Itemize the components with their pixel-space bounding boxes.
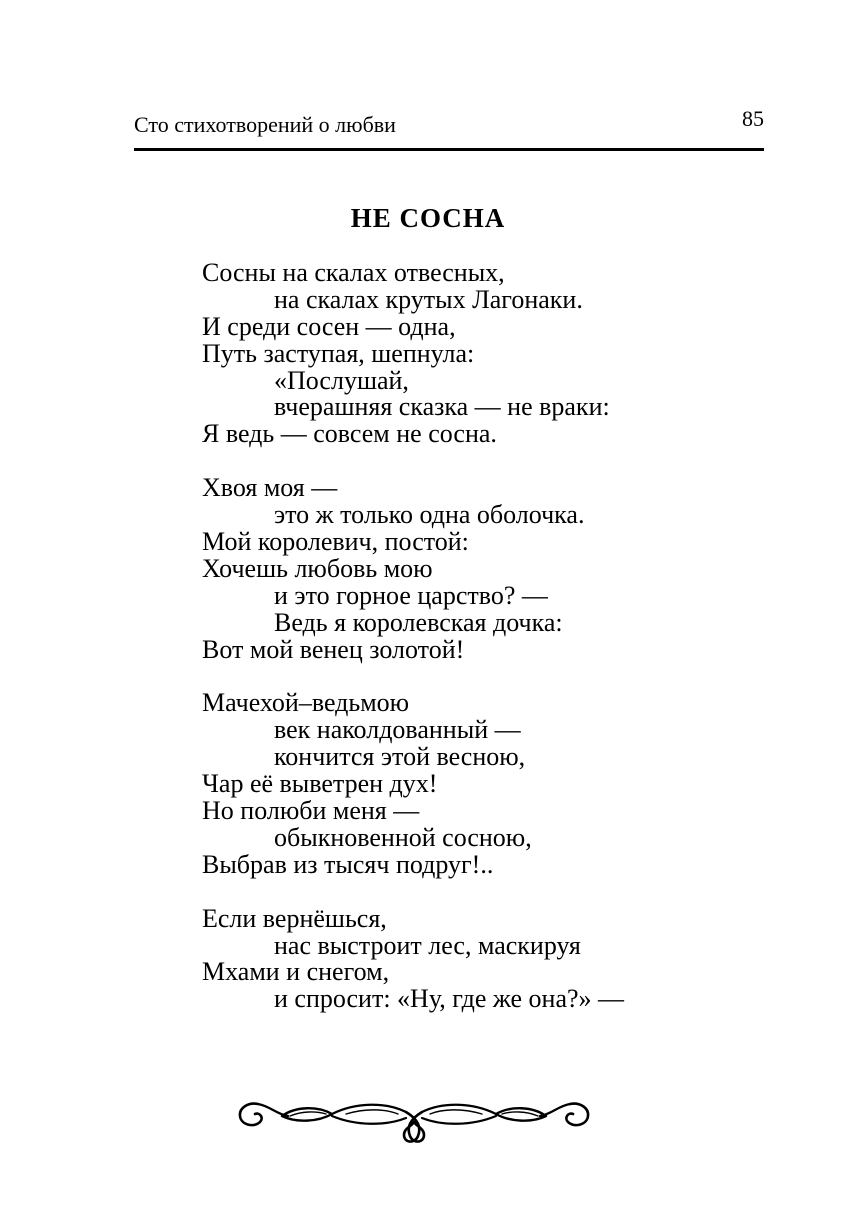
- poem-line: Хвоя моя —: [202, 473, 338, 503]
- poem-line: Мачехой–ведьмою: [202, 688, 410, 718]
- stanza: [202, 475, 802, 663]
- poem-line: Но полюби меня —: [202, 796, 420, 826]
- poem-line: это ж только одна оболочка.: [274, 500, 585, 530]
- running-head: [134, 104, 764, 151]
- stanza: [202, 903, 802, 1014]
- poem-line: Выбрав из тысяч подруг!..: [202, 849, 494, 879]
- poem-line: Вот мой венец золотой!: [202, 634, 465, 664]
- poem-line: Если вернёшься,: [202, 903, 387, 933]
- page-number: 85: [742, 106, 764, 131]
- poem-line: на скалах крутых Лагонаки.: [274, 284, 583, 314]
- poem-line: Ведь я королевская дочка:: [274, 607, 563, 637]
- flourish-divider-icon: [236, 1092, 592, 1154]
- book-title: Сто стихотворений о любви: [134, 112, 396, 137]
- poem-line: Путь заступая, шепнула:: [202, 338, 475, 368]
- poem-line: обыкновенной сосною,: [274, 822, 532, 852]
- poem-line: Хочешь любовь мою: [202, 553, 433, 583]
- poem-line: Чар её выветрен дух!: [202, 769, 438, 799]
- poem-line: И среди сосен — одна,: [202, 311, 456, 341]
- poem-line: и это горное царство? —: [274, 580, 548, 610]
- stanza: [202, 260, 802, 448]
- poem-line: Я ведь — совсем не сосна.: [202, 419, 497, 449]
- poem-title: НЕ СОСНА: [350, 203, 506, 233]
- poem-line: Мхами и снегом,: [202, 957, 390, 987]
- poem-line: кончится этой весною,: [274, 742, 526, 772]
- poem-line: и спросит: «Ну, где же она?» —: [274, 984, 625, 1014]
- poem-line: Мой королевич, постой:: [202, 527, 469, 557]
- poem-line: век наколдованный —: [274, 715, 521, 745]
- poem-line: «Послушай,: [274, 365, 409, 395]
- poem-line: нас выстроит лес, маскируя: [274, 930, 581, 960]
- poem-body: [202, 260, 802, 1040]
- poem-line: вчерашняя сказка — не враки:: [274, 392, 610, 422]
- poem-line: Сосны на скалах отвесных,: [202, 258, 505, 287]
- stanza: [202, 690, 802, 878]
